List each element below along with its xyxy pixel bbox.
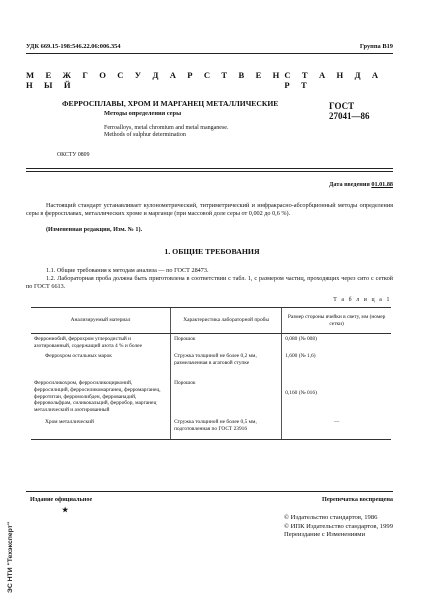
- cell-sample: Порошок: [171, 334, 282, 352]
- sample-preparation-table: [31, 307, 391, 440]
- copyright-line-1: © Издательство стандартов, 1986: [283, 514, 378, 521]
- table-caption: Т а б л и ц а 1: [333, 297, 391, 303]
- title-divider-1: [26, 168, 393, 169]
- reprint-forbidden: Перепечатка воспрещена: [322, 496, 393, 503]
- copyright-line-2: © ИПК Издательство стандартов, 1999: [283, 522, 393, 530]
- official-edition: Издание официальное: [30, 496, 93, 503]
- table-header-row: [31, 308, 391, 334]
- english-title-line-2: Methods of sulphur determination: [104, 132, 186, 139]
- cell-size: 0,080 (№ 008): [282, 334, 391, 352]
- cell-material: Ферросиликохром, ферросиликоцирконий, ферросилиций, ферросиликомарганец, ферромарганец, ферротитан, ферромолибден, феррованадий, ферровольфрам, силикокальций, ферробор, марганец металлический и азотированный: [34, 380, 161, 413]
- intro-paragraph: Настоящий стандарт устанавливает кулонометрический, титриметрический и инфракрасно-абсорбционный методы определения серы в ферросплавах, металлических хроме и марганце (при массовой доле серы от 0,002 до 0,6 %).: [26, 202, 393, 217]
- gost-code: 27041—86: [329, 111, 370, 121]
- document-title: ФЕРРОСПЛАВЫ, ХРОМ И МАРГАНЕЦ МЕТАЛЛИЧЕСКИЕ: [62, 99, 279, 108]
- clause-1-2: 1.2. Лабораторная проба должна быть приготовлена в соответствии с табл. 1, с размером частиц, проходящих через сито с сеткой по ГОСТ 6613.: [26, 275, 393, 290]
- side-watermark-label: ЭС НТИ "Техэксперт": [7, 521, 14, 593]
- cell-sample: Порошок: [171, 368, 282, 415]
- cell-material: Феррониобий, феррохром углеродистый и азотированный, содержащий азота 4 % и более: [34, 336, 142, 349]
- cell-size: 0,160 (№ 016): [282, 368, 391, 415]
- amendment-note: (Измененная редакция, Изм. № 1).: [46, 226, 143, 233]
- document-subtitle: Методы определения серы: [104, 110, 182, 117]
- top-divider: [26, 53, 393, 54]
- udk-code: УДК 669.15-198:546.22.06:006.354: [26, 43, 121, 50]
- cell-material: Феррохром остальных марок: [45, 353, 112, 360]
- effective-date-label: Дата введения: [329, 181, 370, 188]
- cell-material: Хром металлический: [31, 415, 171, 439]
- column-header-material: Анализируемый материал: [31, 308, 171, 334]
- table-row: [31, 368, 391, 415]
- clause-1-1: 1.1. Общие требования к методам анализа — по ГОСТ 28473.: [46, 267, 209, 274]
- table-row: [31, 334, 391, 352]
- section-heading: 1. ОБЩИЕ ТРЕБОВАНИЯ: [164, 247, 260, 256]
- gost-label: ГОСТ: [329, 101, 355, 111]
- effective-date-value: 01.01.88: [371, 181, 393, 188]
- banner-word-interstate: М Е Ж Г О С У Д А Р С Т В Е Н Н Ы Й: [26, 70, 284, 90]
- copyright-block: [284, 514, 393, 540]
- banner-word-standard: С Т А Н Д А Р Т: [284, 70, 383, 90]
- footer-divider: [26, 491, 393, 492]
- english-title-line-1: Ferroalloys, metal chromium and metal manganese.: [104, 125, 229, 131]
- title-divider-2: [26, 171, 393, 172]
- table-row: [31, 415, 391, 439]
- reissue-note: Переиздание с Изменениями: [283, 531, 365, 539]
- english-title: [104, 125, 228, 140]
- group-code: Группа В19: [359, 43, 393, 50]
- column-header-sample: Характеристика лабораторной пробы: [171, 308, 282, 334]
- table-row: [31, 351, 391, 368]
- column-header-size: Размер стороны ячейки в свету, мм (номер сетки): [282, 308, 391, 334]
- cell-size: —: [282, 415, 391, 439]
- interstate-standard-banner: [26, 70, 393, 90]
- cell-sample: Стружка толщиной не более 0,5 мм, подготовленная по ГОСТ 23916: [171, 415, 282, 439]
- gost-number: [329, 101, 370, 121]
- star-mark: ★: [62, 506, 69, 514]
- cell-sample: Стружка толщиной не более 0,2 мм, размельченная в агатовой ступке: [171, 351, 282, 368]
- cell-size: 1,600 (№ 1,6): [282, 351, 391, 368]
- effective-date: [329, 181, 393, 188]
- okstu-code: ОКСТУ 0809: [57, 152, 90, 158]
